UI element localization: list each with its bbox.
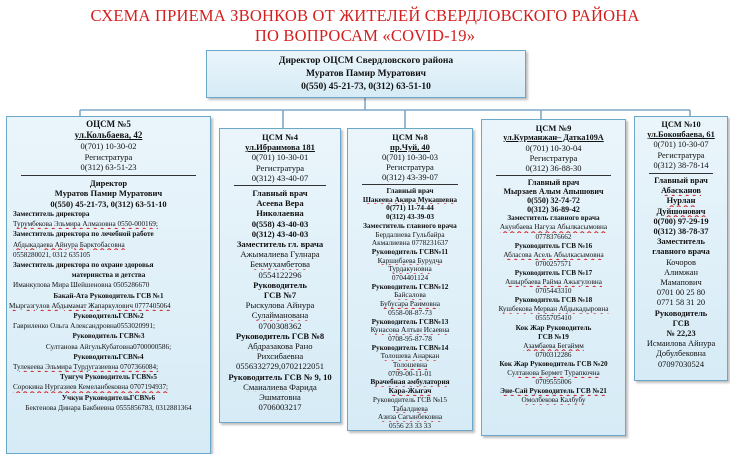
org-address: пр.Чуй, 40 bbox=[390, 142, 430, 152]
role-label: Эне-Сай Руководитель ГСВ №21 bbox=[500, 387, 607, 396]
director-phones: 0(550) 45-21-73, 0(312) 63-51-10 bbox=[50, 198, 167, 209]
staff-phone: 0555705410 bbox=[535, 314, 572, 323]
staff-name: Табалдиева bbox=[392, 404, 428, 413]
registry-label: Регистратура bbox=[386, 162, 434, 172]
staff-phone: 0704401124 bbox=[391, 274, 429, 283]
staff-phone: 0(312) 36-89-42 bbox=[527, 205, 580, 215]
role-label: Главный врач bbox=[527, 178, 580, 187]
role-label: № 22,23 bbox=[666, 329, 696, 339]
staff-phone: 0705443310 bbox=[535, 287, 572, 296]
role-label: Руководитель ГСВ № 9, 10 bbox=[228, 371, 332, 382]
staff-phone: 0700257571 bbox=[535, 259, 572, 268]
org-phone: 0(701) 10-30-02 bbox=[80, 141, 137, 151]
org-name: ЦСМ №4 bbox=[261, 132, 299, 142]
role-label: Руководитель ГСВ №15 bbox=[372, 395, 448, 404]
role-label: Руководитель ГСВ№11 bbox=[371, 247, 449, 256]
role-label: Руководитель ГСВ №17 bbox=[514, 268, 593, 277]
staff-name: Турдакуновна bbox=[388, 265, 432, 274]
role-label: Тунгуч Руководитель ГСВ№5 bbox=[60, 373, 157, 382]
staff-name: Дуйшонович bbox=[656, 206, 706, 216]
director-name: Муратов Памир Муратович bbox=[54, 188, 163, 198]
role-label: Главный врач bbox=[654, 176, 708, 186]
staff-entry: Мыргазгулов Абдымамат Жапаркулович 0777405064 bbox=[9, 301, 171, 310]
separator bbox=[362, 184, 458, 185]
role-label: Заместитель гл. врача bbox=[236, 239, 324, 250]
staff-phone: 0700308362 bbox=[258, 320, 302, 331]
staff-name: Алимжан bbox=[664, 267, 698, 277]
staff-phone: 0558-08-87-73 bbox=[388, 308, 432, 317]
staff-phone: 0556332729,0702122051 bbox=[235, 361, 325, 372]
org-address: ул.Боконбаева, 61 bbox=[647, 130, 715, 140]
staff-phone: 0556 23 33 33 bbox=[389, 421, 431, 430]
csm-8-box bbox=[347, 128, 473, 431]
staff-phone: 0(771) 11-74-44 bbox=[386, 204, 434, 213]
registry-phone: 0(312) 63-51-23 bbox=[80, 162, 137, 172]
staff-entry: Гавриленко Ольга Александровна0553020991; bbox=[13, 322, 155, 331]
role-label: Руководитель bbox=[654, 308, 708, 318]
ocsm-5-box bbox=[6, 116, 211, 454]
staff-phone: 0(312) 43-39-03 bbox=[385, 213, 435, 222]
registry-label: Регистратура bbox=[255, 162, 305, 173]
staff-name: Абласова Асель Абылкасымовна bbox=[503, 250, 604, 259]
role-label: Заместитель главного врача bbox=[507, 214, 600, 223]
staff-phone: 0(700) 97-29-19 bbox=[653, 216, 709, 226]
staff-name: Бубусара Раимовна bbox=[380, 300, 440, 309]
staff-phone: 0558280021, 0312 635105 bbox=[13, 250, 91, 259]
staff-phone: 0708-95-87-78 bbox=[388, 334, 432, 343]
staff-name: Нурлан bbox=[666, 196, 696, 206]
role-label: Руководитель bbox=[253, 279, 307, 290]
role-label: Заместитель директора по лечебной работе bbox=[13, 230, 154, 239]
staff-name: Мамапович bbox=[660, 278, 702, 288]
staff-entry: Тулекеева Эльмира Турдугазиевна 0707366084; bbox=[13, 363, 159, 372]
registry-phone: 0(312) 43-39-07 bbox=[382, 172, 438, 182]
registry-phone: 0(312) 43-40-07 bbox=[251, 172, 309, 183]
role-label: Главный врач bbox=[386, 187, 434, 195]
registry-label: Регистратура bbox=[529, 153, 578, 163]
separator bbox=[234, 185, 326, 186]
org-address: ул.Курманжан– Датка109А bbox=[503, 133, 604, 142]
staff-name: Сулайманована bbox=[251, 310, 309, 321]
staff-entry: Сорокина Нургазиев Кемеланбековна 0707194937; bbox=[13, 383, 169, 392]
staff-name: Абасканов bbox=[661, 186, 701, 196]
role-label: Врачебная амбулатория bbox=[370, 378, 450, 387]
staff-name: Мырзаев Алым Апышович bbox=[503, 187, 604, 197]
role-label: Руководитель ГСВ№12 bbox=[371, 282, 449, 291]
staff-entry: Бектенова Динара Бакбиевна 0555856783, 0312881364 bbox=[25, 403, 192, 412]
org-phone: 0(701) 10-30-01 bbox=[251, 152, 309, 163]
staff-name: Омолбекова Калбубу bbox=[521, 396, 586, 405]
separator bbox=[649, 173, 713, 174]
staff-name: Добулбековна bbox=[656, 349, 706, 359]
staff-name: Султанова Бермет Турапкочна bbox=[507, 368, 600, 377]
diagram-title-line-1: СХЕМА ПРИЕМА ЗВОНКОВ ОТ ЖИТЕЛЕЙ СВЕРДЛОВСКОГО РАЙОНА bbox=[90, 6, 640, 25]
separator bbox=[21, 175, 196, 176]
director-title: Директор ОЦСМ Свердловского района bbox=[278, 55, 454, 66]
role-label: Главный врач bbox=[252, 188, 308, 199]
registry-label: Регистратура bbox=[657, 150, 705, 160]
staff-name: Бекмухамбетова bbox=[250, 259, 310, 270]
staff-name: Рыскулова Айнура bbox=[245, 300, 315, 311]
staff-phone: 0771 58 31 20 bbox=[656, 298, 706, 308]
org-name: ЦСМ №8 bbox=[392, 132, 428, 142]
role-label: Руководитель ГСВ №8 bbox=[235, 330, 325, 341]
csm-4-box bbox=[219, 128, 341, 423]
org-phone: 0(701) 10-30-07 bbox=[653, 140, 709, 150]
staff-name: Ажымалиева Гулнара bbox=[240, 249, 320, 260]
staff-phone: 0709-00-11-01 bbox=[388, 369, 432, 378]
director-phones: 0(550) 45-21-73, 0(312) 63-51-10 bbox=[301, 81, 431, 92]
staff-name: Асеева Вера bbox=[256, 198, 304, 209]
staff-name: Акмалиевна 0778231637 bbox=[371, 239, 449, 248]
role-label: РуководительГСВ№2 bbox=[73, 312, 144, 321]
role-label: Бакай-Ата Руководитель ГСВ №1 bbox=[53, 291, 164, 300]
csm-9-box bbox=[481, 119, 626, 436]
role-label: Кок Жар Руководитель bbox=[515, 323, 592, 332]
role-label: Заместитель главного врача bbox=[363, 221, 457, 230]
staff-name: Кочоров bbox=[666, 257, 696, 267]
staff-name: Эшматовна bbox=[259, 392, 301, 403]
director-box bbox=[206, 50, 526, 98]
staff-entry: Иманкулова Мира Шейшеновна 0505286670 bbox=[13, 281, 150, 290]
staff-name: Кунасова Алтын Исаевна bbox=[370, 326, 450, 335]
staff-name: Толошева Анаркан bbox=[380, 352, 440, 361]
staff-name: Абдразакова Рано bbox=[247, 341, 313, 352]
staff-name: Ашырбаева Райма Ажыгуловна bbox=[505, 278, 602, 287]
staff-name: Рихсибаевна bbox=[256, 351, 304, 362]
registry-phone: 0(312) 38-78-14 bbox=[653, 160, 709, 170]
role-label: главного врача bbox=[652, 247, 710, 257]
role-label: Руководитель ГСВ №18 bbox=[514, 296, 593, 305]
director-role: Директор bbox=[89, 177, 128, 188]
staff-phone: 0(558) 43-40-03 bbox=[251, 218, 309, 229]
staff-phone: 0(550) 32-74-72 bbox=[527, 196, 580, 206]
staff-name: Кушбекова Мерван Абдыкадыровна bbox=[498, 305, 609, 314]
role-label: ГСВ №19 bbox=[538, 332, 569, 341]
staff-name: Смаиалиева Фарида bbox=[243, 381, 317, 392]
staff-entry: Турумбекова Эльмира Алмазовна 0550-000169; bbox=[13, 220, 158, 229]
role-label: Руководитель ГСВ №16 bbox=[514, 241, 593, 250]
role-label: Кара-Жыгач bbox=[388, 387, 432, 396]
role-label: Кок Жар Руководитель ГСВ №20 bbox=[499, 359, 608, 368]
staff-name: Байсалова bbox=[394, 291, 426, 300]
role-label: материнства и детства bbox=[71, 271, 146, 280]
staff-phone: 0706003217 bbox=[258, 402, 302, 413]
role-label: Руководитель ГСВ№3 bbox=[72, 332, 145, 341]
org-name: ОЦСМ №5 bbox=[86, 119, 131, 129]
staff-phone: 0778376662 bbox=[535, 232, 572, 241]
staff-entry: Султанова АйгульКубатовна0700000586; bbox=[45, 342, 172, 351]
csm-10-box bbox=[634, 116, 728, 381]
role-label: Руководитель ГСВ№13 bbox=[371, 317, 449, 326]
staff-name: Николаевна bbox=[256, 208, 304, 219]
diagram-title-line-2: ПО ВОПРОСАМ «COVID-19» bbox=[254, 26, 476, 45]
staff-name: Каршибаева Бурудча bbox=[377, 256, 443, 265]
staff-phone: 0(312) 43-40-03 bbox=[251, 228, 309, 239]
role-label: РуководительГСВ№4 bbox=[73, 352, 144, 361]
org-address: ул.Ибраимова 181 bbox=[245, 142, 315, 153]
staff-phone: 0701 00 25 80 bbox=[656, 288, 706, 298]
role-label: Заместитель bbox=[657, 237, 705, 247]
role-label: Заместитель директора bbox=[13, 210, 90, 218]
staff-name: Бердалиева Гульбайра bbox=[375, 230, 445, 239]
role-label: ГСВ bbox=[672, 318, 690, 328]
role-label: ГСВ №7 bbox=[263, 290, 297, 301]
staff-name: Акунбаева Нагуза Абылкасымовна bbox=[499, 223, 608, 232]
role-label: Руководитель ГСВ№14 bbox=[371, 343, 449, 352]
staff-name: Азиза Сагынбековна bbox=[377, 413, 443, 422]
separator bbox=[496, 175, 611, 176]
staff-name: Азамбаева Бегаймм bbox=[523, 341, 584, 350]
director-name: Муратов Памир Муратович bbox=[305, 68, 427, 79]
staff-phone: 0700312286 bbox=[535, 350, 572, 359]
staff-phone: 07097030524 bbox=[657, 359, 705, 369]
staff-entry: Абдыкадаева Айнура Барктобасовна bbox=[13, 240, 125, 249]
registry-label: Регистратура bbox=[84, 151, 133, 162]
role-label: Учкун РуководительГСВ№6 bbox=[61, 393, 156, 402]
staff-phone: 0709555006 bbox=[535, 378, 572, 387]
staff-name: Шакеева Акира Мукашевна bbox=[362, 195, 458, 204]
staff-name: Исмаилова Айнура bbox=[646, 339, 716, 349]
role-label: Заместитель директора по охране здоровья bbox=[13, 261, 154, 270]
org-name: ЦСМ №9 bbox=[535, 123, 572, 133]
org-name: ЦСМ №10 bbox=[661, 120, 701, 129]
org-address: ул.Кольбаева, 42 bbox=[74, 130, 143, 140]
registry-phone: 0(312) 36-88-30 bbox=[525, 163, 582, 173]
staff-phone: 0554122296 bbox=[258, 269, 302, 280]
staff-name: Толошевна bbox=[392, 361, 428, 370]
org-phone: 0(701) 10-30-03 bbox=[382, 152, 438, 162]
staff-phone: 0(312) 38-78-37 bbox=[653, 227, 709, 237]
org-phone: 0(701) 10-30-04 bbox=[525, 143, 582, 153]
